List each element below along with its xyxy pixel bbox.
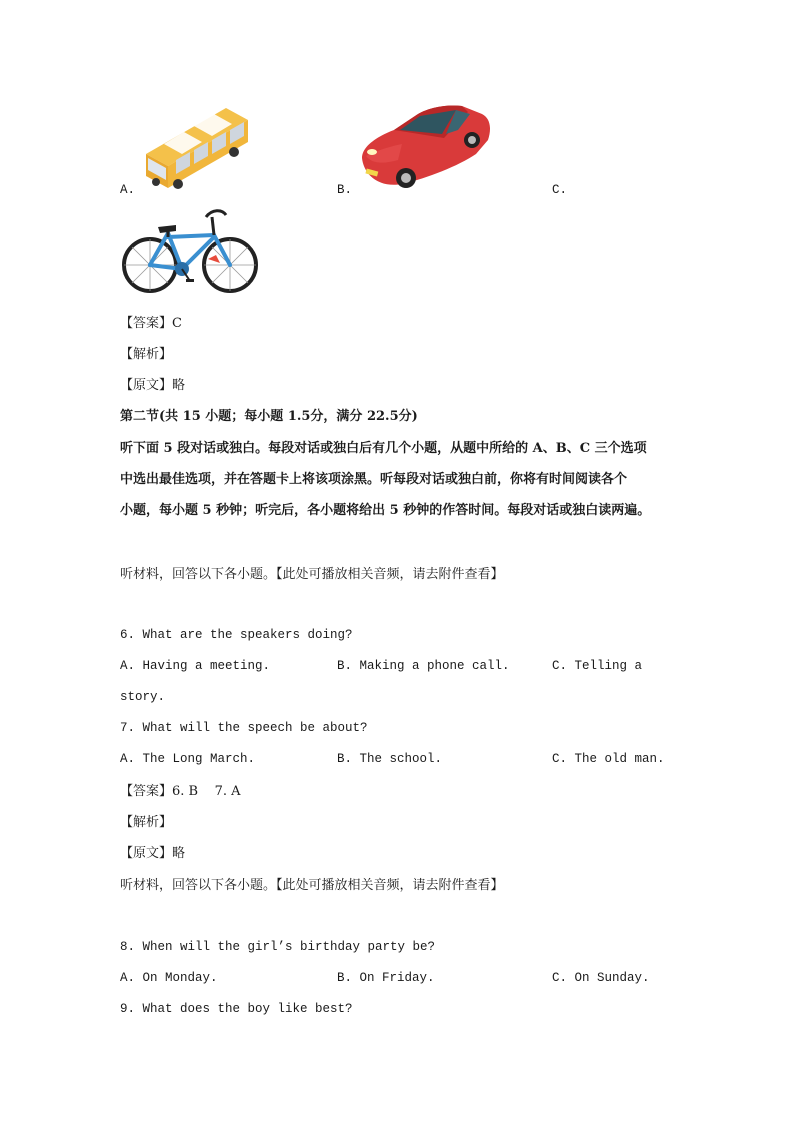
q5-analysis: 【解析】 [120, 347, 173, 362]
q7-option-c: C. The old man. [552, 752, 665, 766]
group2-intro: 听材料，回答以下各小题。【此处可播放相关音频，请去附件查看】 [120, 878, 504, 893]
q8-question: 8. When will the girl’s birthday party be? [120, 940, 436, 954]
group1-original: 【原文】略 [120, 846, 186, 861]
q6-option-c-continued: story. [120, 690, 166, 704]
group1-answer: 【答案】6. B 7. A [120, 784, 241, 799]
q6-option-a: A. Having a meeting. [120, 659, 271, 673]
q8-option-b: B. On Friday. [337, 971, 435, 985]
option-c: C. [552, 183, 568, 197]
option-b: B. [337, 183, 353, 197]
instructions-line-3: 小题，每小题 5 秒钟；听完后，各小题将给出 5 秒钟的作答时间。每段对话或独白读两遍。 [120, 503, 651, 518]
q6-option-c: C. Telling a [552, 659, 643, 673]
bus-image [142, 104, 250, 190]
group1-analysis: 【解析】 [120, 815, 173, 830]
q5-original: 【原文】略 [120, 378, 186, 393]
q8-option-c: C. On Sunday. [552, 971, 650, 985]
group1-intro: 听材料，回答以下各小题。【此处可播放相关音频，请去附件查看】 [120, 567, 504, 582]
q9-question: 9. What does the boy like best? [120, 1002, 353, 1016]
q7-option-a: A. The Long March. [120, 752, 256, 766]
instructions-line-2: 中选出最佳选项，并在答题卡上将该项涂黑。听每段对话或独白前，你将有时间阅读各个 [120, 472, 628, 487]
option-a: A. [120, 183, 136, 197]
q7-question: 7. What will the speech be about? [120, 721, 368, 735]
bicycle-image [120, 207, 260, 295]
car-image [358, 100, 492, 192]
q6-question: 6. What are the speakers doing? [120, 628, 353, 642]
q7-option-b: B. The school. [337, 752, 443, 766]
section-heading: 第二节(共 15 小题；每小题 1.5分，满分 22.5分) [120, 409, 418, 424]
q5-answer: 【答案】C [120, 316, 182, 331]
q6-option-b: B. Making a phone call. [337, 659, 510, 673]
q8-option-a: A. On Monday. [120, 971, 218, 985]
instructions-line-1: 听下面 5 段对话或独白。每段对话或独白后有几个小题，从题中所给的 A、B、C 三个选项 [120, 441, 647, 456]
